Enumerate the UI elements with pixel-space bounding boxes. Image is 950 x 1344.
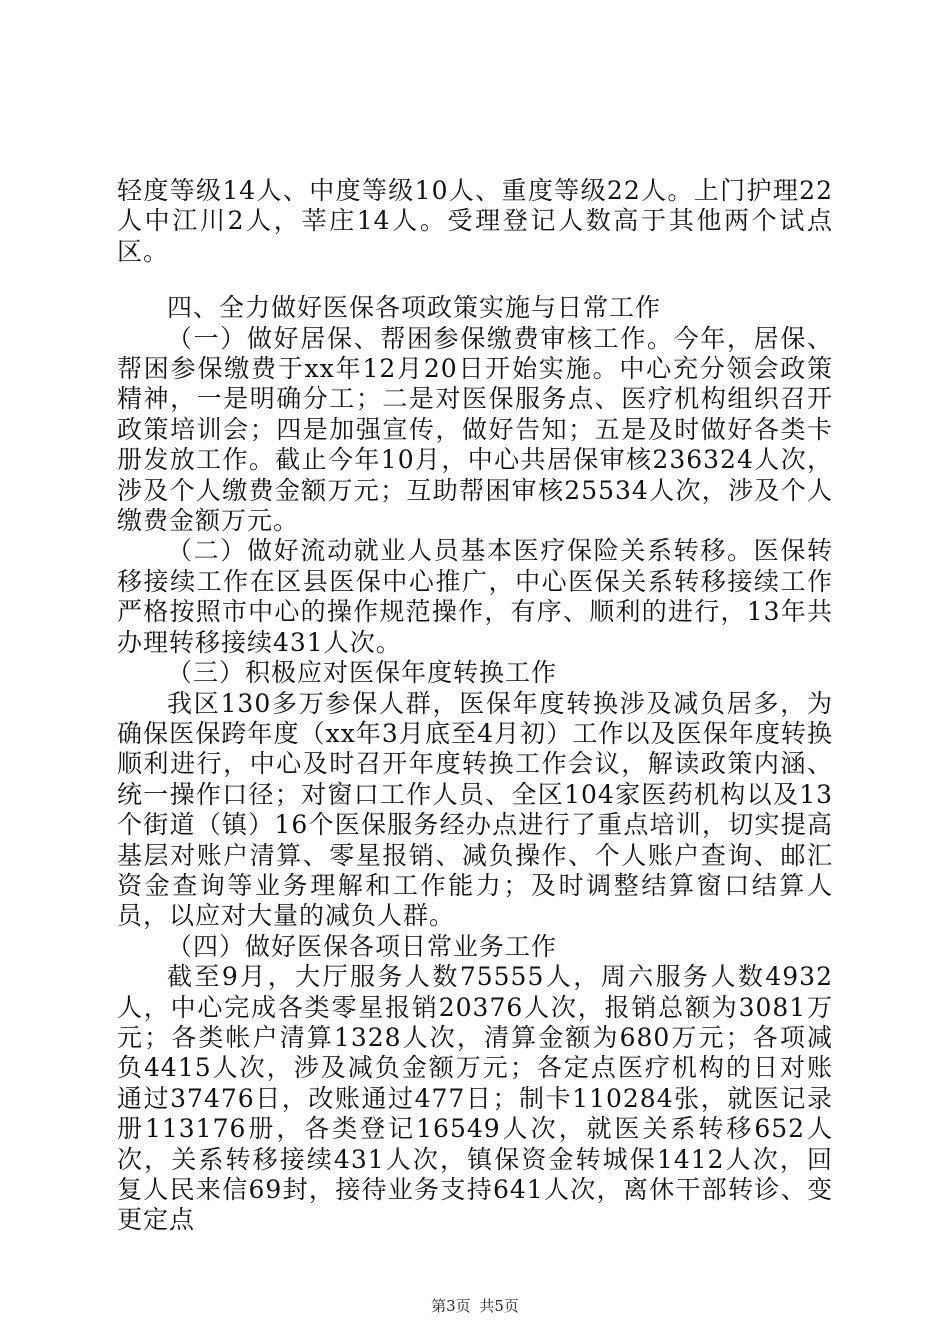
page-number: 第3页 — [431, 1297, 471, 1315]
section-heading: 四、全力做好医保各项政策实施与日常工作 — [167, 293, 662, 323]
subheading-item-3: （三）积极应对医保年度转换工作 — [167, 658, 558, 688]
paragraph-item-2: （二）做好流动就业人员基本医疗保险关系转移。医保转移接续工作在区县医保中心推广，中心医保关系转移接续工作严格按照市中心的操作规范操作，有序、顺利的进行，13年共办理转移接续431人次。 — [117, 536, 833, 657]
page-footer — [0, 1296, 950, 1316]
paragraph-continuation: 轻度等级14人、中度等级10人、重度等级22人。上门护理22人中江川2人，莘庄14人。受理登记人数高于其他两个试点区。 — [117, 176, 833, 266]
paragraph-gap — [117, 267, 833, 293]
document-body — [117, 176, 833, 1236]
paragraph-item-1: （一）做好居保、帮困参保缴费审核工作。今年，居保、帮困参保缴费于xx年12月20日开始实施。中心充分领会政策精神，一是明确分工；二是对医保服务点、医疗机构组织召开政策培训会；四是加强宣传，做好告知；五是及时做好各类卡册发放工作。截止今年10月，中心共居保审核236324人次，涉及个人缴费金额万元；互助帮困审核25534人次，涉及个人缴费金额万元。 — [117, 323, 833, 536]
paragraph-item-4: 截至9月，大厅服务人数75555人，周六服务人数4932人，中心完成各类零星报销20376人次，报销总额为3081万元；各类帐户清算1328人次，清算金额为680万元；各项减负4415人次，涉及减负金额万元；各定点医疗机构的日对账通过37476日，改账通过477日；制卡110284张，就医记录册113176册，各类登记16549人次，就医关系转移652人次，关系转移接续431人次，镇保资金转城保1412人次，回复人民来信69封，接待业务支持641人次，离休干部转诊、变更定点 — [117, 962, 833, 1235]
paragraph-item-3: 我区130多万参保人群，医保年度转换涉及减负居多，为确保医保跨年度（xx年3月底至4月初）工作以及医保年度转换顺利进行，中心及时召开年度转换工作会议，解读政策内涵、统一操作口径；对窗口工作人员、全区104家医药机构以及13个街道（镇）16个医保服务经办点进行了重点培训，切实提高基层对账户清算、零星报销、减负操作、个人账户查询、邮汇资金查询等业务理解和工作能力；及时调整结算窗口结算人员，以应对大量的减负人群。 — [117, 688, 833, 931]
subheading-item-4: （四）做好医保各项日常业务工作 — [167, 931, 558, 961]
page-total: 共5页 — [479, 1297, 519, 1315]
